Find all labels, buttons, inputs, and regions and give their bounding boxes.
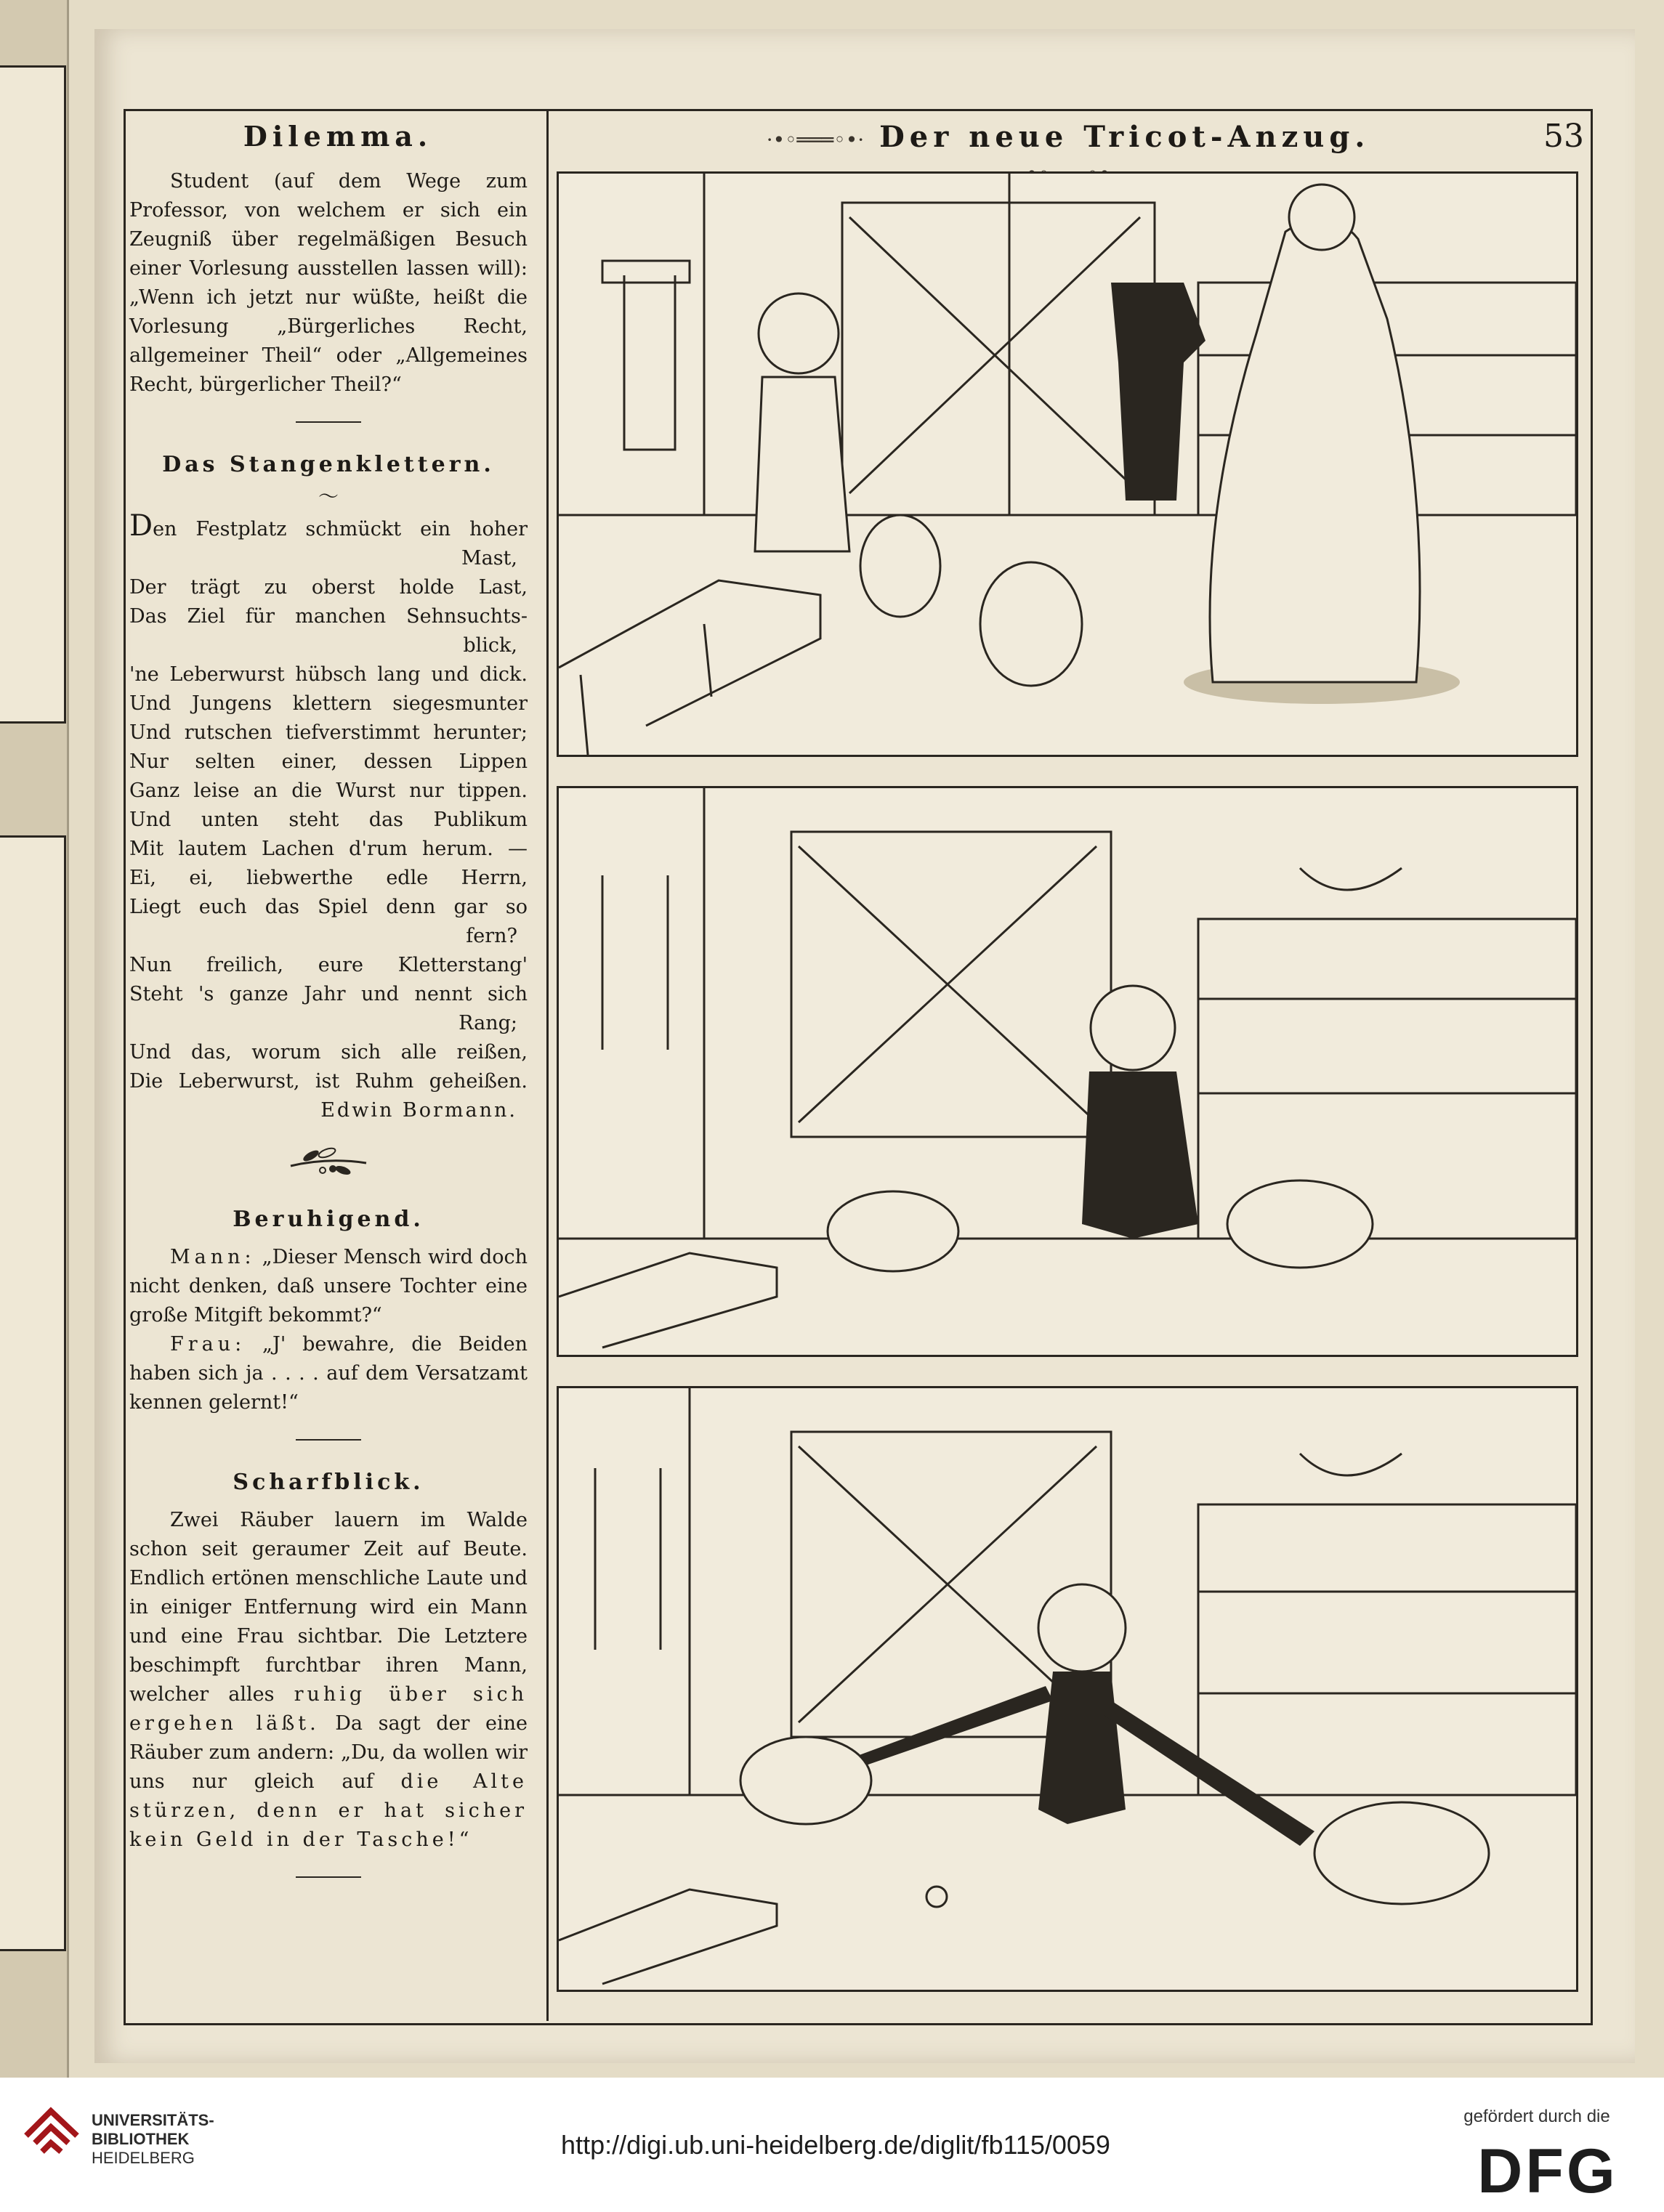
poem-line: blick,: [463, 634, 517, 657]
permalink[interactable]: http://digi.ub.uni-heidelberg.de/diglit/fb115/0059: [561, 2130, 1110, 2160]
poem-line: Mit lautem Lachen d'rum herum. —: [129, 838, 528, 860]
poem: [129, 511, 528, 1096]
previous-page-edge: [0, 0, 69, 2078]
poem-line: Steht 's ganze Jahr und nennt sich: [129, 983, 528, 1005]
cartoon-panel-1: [557, 171, 1578, 757]
section-divider: [296, 1876, 361, 1878]
institution-line-1: UNIVERSITÄTS-: [92, 2111, 214, 2129]
text-column: [129, 167, 528, 1885]
digitization-footer: [0, 2078, 1664, 2212]
cartoon-panel-2: [557, 786, 1578, 1357]
section-divider: [296, 421, 361, 423]
poem-line: Die Leberwurst, ist Ruhm geheißen.: [129, 1070, 528, 1093]
poem-line: Ganz leise an die Wurst nur tippen.: [129, 779, 528, 802]
column-divider: [546, 109, 549, 2021]
sponsor-note: gefördert durch die: [1463, 2107, 1610, 2126]
section-divider: [296, 1439, 361, 1441]
poem-line: Und Jungens klettern siegesmunter: [129, 692, 528, 715]
poem-line: Liegt euch das Spiel denn gar so: [129, 896, 528, 918]
poem-line: Der trägt zu oberst holde Last,: [129, 576, 528, 599]
scharfblick-text-1: Zwei Räuber lauern im Walde schon seit geraumer Zeit auf Beute. Endlich ertönen menschliche Laute und in einiger Entfernung wird ein Mann und eine Frau sichtbar. Die Letztere beschimpft furchtbar ihren Mann, welcher alles: [129, 1509, 528, 1706]
previous-page-illustration-bottom: [0, 835, 66, 1951]
cartoon-panel-3: [557, 1386, 1578, 1992]
page-number: 53: [1543, 118, 1584, 155]
scharfblick-spaced-1: ruhig über sich ergehen läßt.: [129, 1683, 528, 1735]
poem-line: Nur selten einer, dessen Lippen: [129, 750, 528, 773]
header-ornament-left: ·•◦═══◦•·: [766, 128, 865, 152]
beruhigend-line-2: [129, 1330, 528, 1417]
institution-line-3: HEIDELBERG: [92, 2149, 195, 2167]
dilemma-text: Student (auf dem Wege zum Professor, von welchem er sich ein Zeugniß über regelmäßigen Besuch einer Vorlesung ausstellen lassen will): „Wenn ich jetzt nur wüßte, heißt die Vorlesung „Bürgerliches Recht, allgemeiner Theil“ oder „Allgemeines Recht, bürgerlicher Theil?“: [129, 170, 528, 396]
panel-1-drawing: [559, 174, 1576, 755]
poem-author: Edwin Bormann.: [320, 1099, 517, 1122]
section-title-scharfblick: Scharfblick.: [233, 1470, 424, 1495]
poem-line: Das Ziel für manchen Sehnsuchts-: [129, 605, 528, 628]
panel-3-drawing: [559, 1388, 1576, 1990]
institution-line-2: BIBLIOTHEK: [92, 2130, 190, 2148]
poem-line: fern?: [466, 925, 517, 947]
panel-2-drawing: [559, 788, 1576, 1355]
poem-line: Nun freilich, eure Kletterstang': [129, 954, 528, 976]
dfg-logo: DFG: [1477, 2136, 1618, 2206]
scharfblick-text-3: “: [459, 1828, 469, 1851]
poem-line: Rang;: [459, 1012, 517, 1034]
section-title-beruhigend: Beruhigend.: [233, 1207, 424, 1232]
scharfblick-text: [129, 1506, 528, 1855]
poem-line: Und rutschen tiefverstimmt herunter;: [129, 721, 528, 744]
scharfblick-text-2: Da sagt der eine Räuber zum andern: „Du, da wollen wir uns nur gleich auf: [129, 1712, 528, 1793]
title-ornament: 〜: [318, 485, 339, 509]
speaker-label: Mann:: [170, 1246, 256, 1268]
dialogue-text: „Dieser Mensch wird doch nicht denken, daß unsere Tochter eine große Mitgift bekommt?“: [129, 1246, 528, 1326]
institution-name: [92, 2111, 214, 2168]
poem-line: 'ne Leberwurst hübsch lang und dick.: [129, 663, 528, 686]
cartoon-title: Der neue Tricot-Anzug.: [879, 120, 1370, 154]
poem-line: Und unten steht das Publikum: [129, 809, 528, 831]
poem-line: Ei, ei, liebwerthe edle Herrn,: [129, 867, 528, 889]
speaker-label: Frau:: [170, 1333, 246, 1356]
section-title-stangenklettern: Das Stangenklettern.: [162, 452, 495, 477]
beruhigend-line-1: [129, 1243, 528, 1330]
previous-page-illustration-top: [0, 65, 66, 724]
dialogue-text: „J' bewahre, die Beiden haben sich ja . . . . auf dem Versatzamt kennen gelernt!“: [129, 1333, 528, 1414]
ub-logo-icon: [22, 2107, 81, 2166]
poem-line: Und das, worum sich alle reißen,: [129, 1041, 528, 1064]
sprig-ornament-icon: [285, 1144, 372, 1178]
header-left-title: Dilemma.: [243, 120, 433, 153]
scharfblick-spaced-2: die Alte stürzen, denn er hat sicher kein Geld in der Tasche!: [129, 1770, 528, 1851]
poem-line: Den Festplatz schmückt ein hoher: [129, 509, 528, 543]
poem-line: Mast,: [461, 547, 517, 570]
